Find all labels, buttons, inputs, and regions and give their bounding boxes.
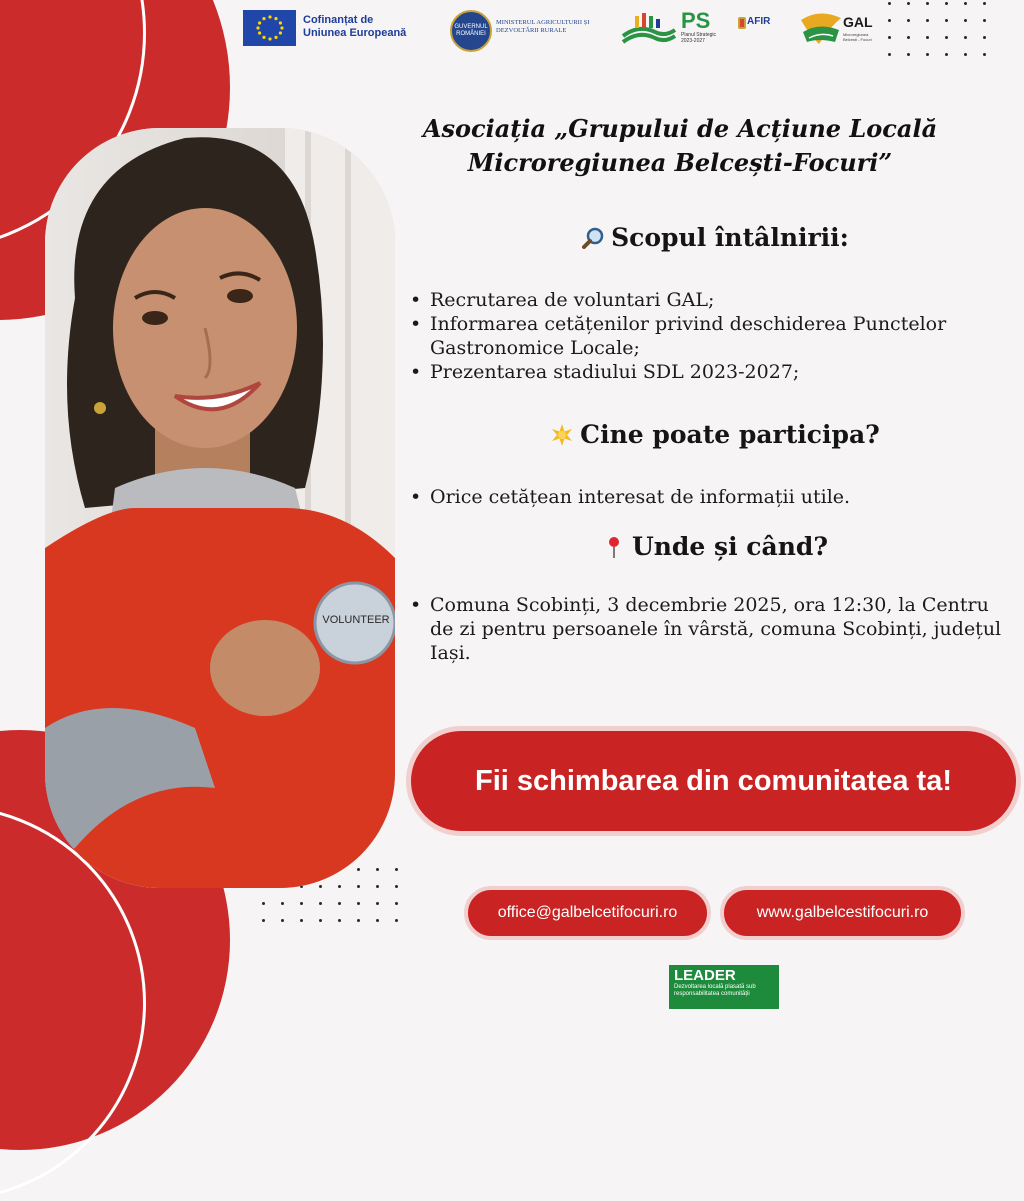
leader-logo-subtitle: Dezvoltarea locală plasată sub responsabilitatea comunității [674,984,756,997]
eu-flag-logo [243,10,296,46]
gal-logo-subtext: Microregiunea Belcești - Focuri [843,32,872,42]
list-item: • Orice cetățean interesat de informații utile. [410,485,1010,509]
ps-logo-subtext: Planul Strategic 2023-2027 [681,32,717,44]
section-heading-unde [410,532,1020,561]
leader-logo [669,965,779,1009]
afir-logo-text: AFIR [747,16,771,27]
star-icon [550,423,574,447]
volunteer-photo [45,128,395,888]
list-scop [410,288,1010,384]
volunteer-badge-text: VOLUNTEER [322,614,390,626]
email-link[interactable]: office@galbelcetifocuri.ro [464,886,711,940]
ministry-name-text: MINISTERUL AGRICULTURII ȘI DEZVOLTĂRII RURALE [496,19,590,34]
list-unde [410,593,1010,665]
ministry-seal-logo: GUVERNUL ROMÂNIEI [450,10,492,52]
pushpin-icon [602,535,626,559]
section-heading-cine [410,420,1020,449]
ps-logo-text: PS [681,8,711,33]
section-heading-scop-text: Scopul întâlnirii: [611,223,849,252]
ps-strategic-plan-logo [621,10,717,52]
list-item: • Recrutarea de voluntari GAL; [410,288,1010,312]
gal-logo [799,8,879,52]
section-heading-cine-text: Cine poate participa? [580,420,880,449]
section-heading-unde-text: Unde și când? [631,532,829,561]
list-item: • Comuna Scobinți, 3 decembrie 2025, ora 12:30, la Centru de zi pentru persoanele în vârstă, comuna Scobinți, județul Iași. [410,593,1010,665]
partner-logos-bar [243,8,883,52]
afir-logo [737,16,777,44]
magnifying-glass-icon [581,226,605,250]
list-cine [410,485,1010,509]
list-item: • Prezentarea stadiului SDL 2023-2027; [410,360,1010,384]
eu-cofinancing-text: Cofinanțat de Uniunea Europeană [303,14,407,39]
gal-logo-text: GAL [843,14,873,30]
website-link[interactable]: www.galbelcestifocuri.ro [720,886,965,940]
list-item: • Informarea cetățenilor privind deschiderea Punctelor Gastronomice Locale; [410,312,1010,360]
section-heading-scop [410,223,1020,252]
page-title: Asociația „Grupului de Acțiune Locală Microregiunea Belcești-Focuri” [422,114,938,177]
dot-grid-decoration-top [888,2,986,56]
cta-banner: Fii schimbarea din comunitatea ta! [406,726,1021,836]
leader-logo-title: LEADER [674,967,736,984]
